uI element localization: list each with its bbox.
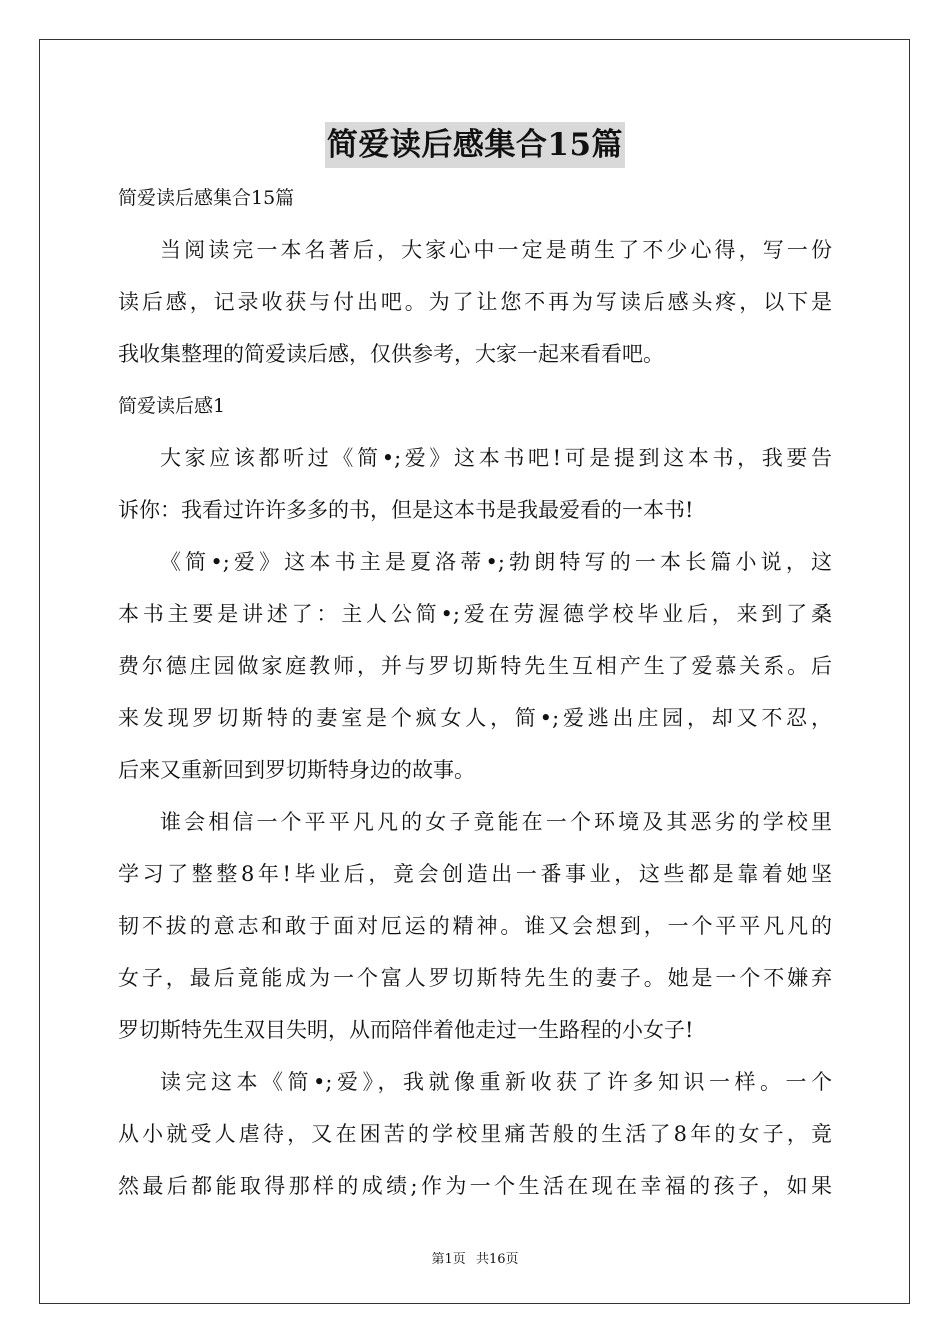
page-total: 共16页 [475,1252,519,1267]
text-line: 读后感，记录收获与付出吧。为了让您不再为写读后感头疼，以下是 [118,290,832,314]
text-line: 学习了整整8年!毕业后，竟会创造出一番事业，这些都是靠着她坚 [118,862,832,886]
text-line: 罗切斯特先生双目失明，从而陪伴着他走过一生路程的小女子! [118,1018,694,1042]
text-line: 诉你：我看过许许多多的书，但是这本书是我最爱看的一本书! [118,498,694,522]
intro-paragraph [118,224,832,380]
paragraph-1 [118,432,832,536]
text-line: 当阅读完一本名著后，大家心中一定是萌生了不少心得，写一份 [160,238,832,262]
document-body [118,172,832,1212]
text-line: 我收集整理的简爱读后感，仅供参考，大家一起来看看吧。 [118,342,664,366]
text-line: 女子，最后竟能成为一个富人罗切斯特先生的妻子。她是一个不嫌弃 [118,966,832,990]
text-line: 从小就受人虐待，又在困苦的学校里痛苦般的生活了8年的女子，竟 [118,1122,832,1146]
text-line: 然最后都能取得那样的成绩;作为一个生活在现在幸福的孩子，如果 [118,1174,832,1198]
paragraph-4 [118,1056,832,1212]
text-line: 韧不拔的意志和敢于面对厄运的精神。谁又会想到，一个平平凡凡的 [118,914,832,938]
text-line: 后来又重新回到罗切斯特身边的故事。 [118,758,475,782]
text-line: 读完这本《简•;爱》，我就像重新收获了许多知识一样。一个 [160,1070,832,1094]
page-number: 第1页 [431,1252,466,1267]
text-line: 谁会相信一个平平凡凡的女子竟能在一个环境及其恶劣的学校里 [160,810,832,834]
text-line: 本书主要是讲述了：主人公简•;爱在劳渥德学校毕业后，来到了桑 [118,602,832,626]
paragraph-2 [118,536,832,796]
document-subtitle: 简爱读后感集合15篇 [118,187,295,209]
text-line: 费尔德庄园做家庭教师，并与罗切斯特先生互相产生了爱慕关系。后 [118,654,832,678]
text-line: 《简•;爱》这本书主是夏洛蒂•;勃朗特写的一本长篇小说，这 [160,550,832,574]
text-line: 大家应该都听过《简•;爱》这本书吧!可是提到这本书，我要告 [160,446,832,470]
title-container [0,122,950,168]
section-heading: 简爱读后感1 [118,395,226,417]
document-title: 简爱读后感集合15篇 [325,122,625,168]
page-footer [0,1248,950,1267]
paragraph-3 [118,796,832,1056]
text-line: 来发现罗切斯特的妻室是个疯女人，简•;爱逃出庄园，却又不忍， [118,706,832,730]
